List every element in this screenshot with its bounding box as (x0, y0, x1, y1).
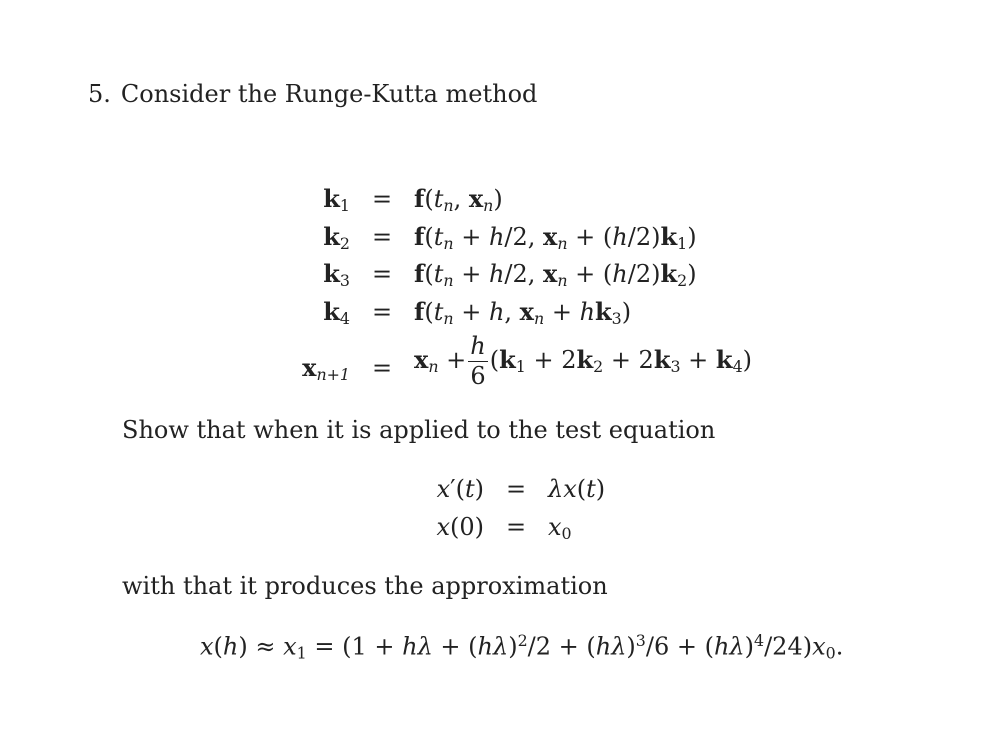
problem-heading (88, 80, 537, 108)
eq-k1-rhs: $f(t_n$, $x_n$) (414, 184, 503, 215)
approximation-formula: $x(h) \approx x_1 = (1 + h\lambda + (h\lambda)^2/2 + (h\lambda)^3/6 + (h\lambda)^4/24)x_0$. (200, 631, 844, 663)
eq-k2-equals: = (372, 223, 393, 251)
eq-xnext-lhs: $x_{n+1}$ (302, 353, 350, 384)
test-eq-line2-equals: = (506, 513, 527, 541)
with-that-text: with that it produces the approximation (122, 572, 608, 600)
eq-k3-rhs: $f(t_n + h/2$, $x_n + (h/2)k_2$) (414, 259, 697, 290)
eq-k2-lhs: $k_2$ (323, 222, 350, 253)
eq-k4-lhs: $k_4$ (323, 297, 350, 328)
problem-intro: Consider the Runge-Kutta method (120, 80, 538, 108)
test-eq-line1-equals: = (506, 475, 527, 503)
test-eq-line2-rhs: $x_0$ (548, 513, 572, 543)
eq-k4-rhs: $f(t_n + h$, $x_n + hk_3$) (414, 297, 632, 328)
test-eq-line1-lhs: x′(t) (436, 475, 484, 503)
eq-k1-equals: = (372, 185, 393, 213)
test-eq-line2-lhs: x(0) (436, 513, 484, 541)
eq-xnext-equals: = (372, 354, 393, 382)
eq-xnext-rhs: $x_n$ + $\frac{h}{6}$ $(k_1 + 2k_2 + 2k_3 + k_4)$ (414, 332, 753, 391)
eq-k2-rhs: $f(t_n + h/2$, $x_n + (h/2)k_1$) (414, 222, 697, 253)
show-that-text: Show that when it is applied to the test equation (122, 416, 716, 444)
eq-k3-equals: = (372, 260, 393, 288)
eq-k1-lhs: $k_1$ (323, 184, 350, 215)
eq-k4-equals: = (372, 298, 393, 326)
test-eq-line1-rhs: λx(t) (548, 475, 606, 503)
problem-number: 5. (88, 80, 111, 108)
eq-k3-lhs: $k_3$ (323, 259, 350, 290)
fraction-h-over-6: $\frac{h}{6}$ (470, 332, 486, 391)
